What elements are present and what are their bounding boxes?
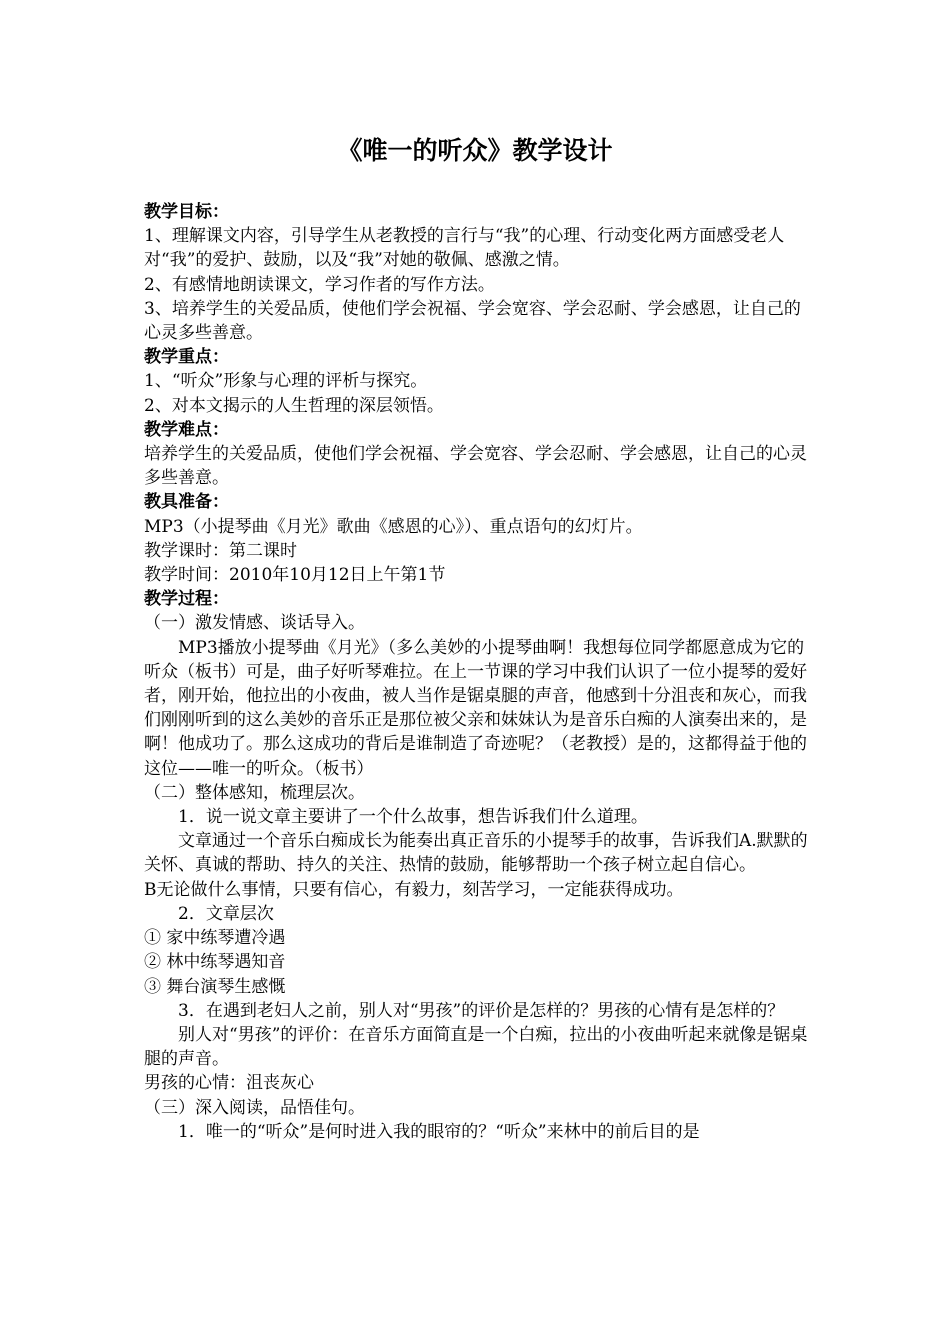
section-heading: 教具准备： [144, 492, 229, 513]
paragraph: （二）整体感知，梳理层次。 [144, 782, 365, 803]
paragraph: 3．在遇到老妇人之前，别人对“男孩”的评价是怎样的？男孩的心情有是怎样的？ [178, 1000, 785, 1021]
paragraph: 男孩的心情：沮丧灰心 [144, 1073, 314, 1094]
paragraph: （三）深入阅读，品悟佳句。 [144, 1097, 365, 1118]
section-heading: 教学过程： [144, 589, 229, 610]
paragraph: 教学课时：第二课时 [144, 540, 297, 561]
paragraph: MP3（小提琴曲《月光》歌曲《感恩的心》）、重点语句的幻灯片。 [144, 516, 643, 537]
section-heading: 教学目标： [144, 202, 229, 222]
paragraph: 别人对“男孩”的评价：在音乐方面简直是一个白痴，拉出的小夜曲听起来就像是锯桌腿的声音。 [144, 1024, 808, 1070]
paragraph: 1、“听众”形象与心理的评析与探究。 [144, 371, 428, 392]
paragraph: 2、有感情地朗读课文，学习作者的写作方法。 [144, 274, 495, 295]
document-body [144, 200, 808, 1144]
paragraph: 2．文章层次 [178, 903, 274, 924]
paragraph: 1．唯一的“听众”是何时进入我的眼帘的？“听众”来林中的前后目的是 [178, 1121, 700, 1142]
paragraph: ② 林中练琴遇知音 [144, 952, 286, 973]
paragraph: ① 家中练琴遭冷遇 [144, 928, 286, 949]
paragraph: 2、对本文揭示的人生哲理的深层领悟。 [144, 395, 444, 416]
section-heading: 教学难点： [144, 419, 229, 440]
paragraph: ③ 舞台演琴生感慨 [144, 976, 286, 997]
document-title: 《唯一的听众》教学设计 [337, 136, 613, 165]
paragraph: （一）激发情感、谈话导入。 [144, 613, 365, 634]
paragraph: 文章通过一个音乐白痴成长为能奏出真正音乐的小提琴手的故事，告诉我们A.默默的关怀、真诚的帮助、持久的关注、热情的鼓励，能够帮助一个孩子树立起自信心。 [144, 831, 808, 876]
paragraph: B无论做什么事情，只要有信心，有毅力，刻苦学习，一定能获得成功。 [144, 879, 684, 900]
paragraph: 1．说一说文章主要讲了一个什么故事，想告诉我们什么道理。 [178, 807, 648, 828]
paragraph: 培养学生的关爱品质，使他们学会祝福、学会宽容、学会忍耐、学会感恩，让自己的心灵多些善意。 [144, 444, 807, 489]
paragraph: 1、理解课文内容，引导学生从老教授的言行与“我”的心理、行动变化两方面感受老人对“我”的爱护、鼓励，以及“我”对她的敬佩、感激之情。 [144, 226, 785, 271]
section-heading: 教学重点： [144, 347, 229, 368]
paragraph: 教学时间：2010年10月12日上午第1节 [144, 565, 446, 586]
paragraph: 3、培养学生的关爱品质，使他们学会祝福、学会宽容、学会忍耐、学会感恩，让自己的心灵多些善意。 [144, 298, 801, 344]
paragraph: MP3播放小提琴曲《月光》（多么美妙的小提琴曲啊！我想每位同学都愿意成为它的听众（板书）可是，曲子好听琴难拉。在上一节课的学习中我们认识了一位小提琴的爱好者，刚开始，他拉出的小夜曲，被人当作是锯桌腿的声音，他感到十分沮丧和灰心，而我们刚刚听到的这么美妙的音乐正是那位被父亲和妹妹认为是音乐白痴的人演奏出来的，是啊！他成功了。那么这成功的背后是谁制造了奇迹呢？（老教授）是的，这都得益于他的这位——唯一的听众。（板书） [144, 637, 807, 779]
